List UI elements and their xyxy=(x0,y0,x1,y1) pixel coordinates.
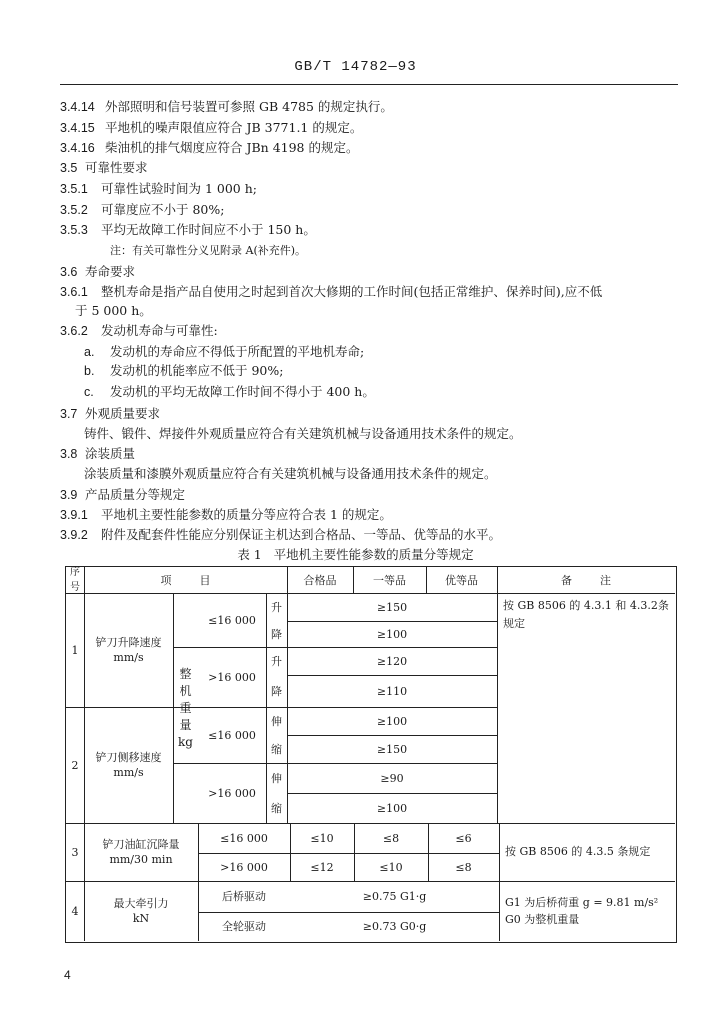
group4-value-1: ≥0.75 G1·g xyxy=(362,890,427,903)
clause-text: 可靠性要求 xyxy=(85,160,148,175)
clause-text: 可靠度应不小于 80%; xyxy=(101,202,225,217)
clause-text: 平均无故障工作时间应不小于 150 h。 xyxy=(101,222,316,237)
clause-number: 3.4.14 xyxy=(60,100,95,114)
clause-number: c. xyxy=(84,385,94,399)
clause-text: 涂装质量和漆膜外观质量应符合有关建筑机械与设备通用技术条件的规定。 xyxy=(84,466,497,481)
group1-unit: mm/s xyxy=(113,651,144,664)
clause-text: 注：有关可靠性分义见附录 A(补充件)。 xyxy=(110,244,307,257)
group3-note: 按 GB 8506 的 4.3.5 条规定 xyxy=(505,845,651,858)
group1-name-cell xyxy=(84,593,173,707)
weight-char: 重 xyxy=(179,700,192,715)
page-number: 4 xyxy=(64,968,71,982)
group4-note-cell xyxy=(505,883,671,939)
clause-number: 3.9.1 xyxy=(60,508,88,522)
clause-number: 3.4.16 xyxy=(60,141,95,155)
group4-note-2: G0 为整机重量 xyxy=(505,913,580,926)
clause-text: 柴油机的排气烟度应符合 JBn 4198 的规定。 xyxy=(105,140,359,155)
clause-number: a. xyxy=(84,345,95,359)
clause-text: 涂装质量 xyxy=(85,446,136,461)
group4-name: 最大牵引力 xyxy=(113,897,169,910)
group2-in-2: 缩 xyxy=(271,801,282,815)
group1-weight-2: >16 000 xyxy=(208,670,256,684)
group2-weight-2: >16 000 xyxy=(208,786,256,800)
group2-weight-1: ≤16 000 xyxy=(208,728,256,742)
clause-number: 3.5.3 xyxy=(60,223,88,237)
vehicle-weight-label xyxy=(173,593,198,823)
group3-youdeng-2: ≤8 xyxy=(455,860,472,874)
clause-text: 可靠性试验时间为 1 000 h; xyxy=(101,181,257,196)
weight-unit: kg xyxy=(178,734,193,749)
clause-number: 3.9.2 xyxy=(60,528,88,542)
clause-text: 外部照明和信号装置可参照 GB 4785 的规定执行。 xyxy=(105,99,393,114)
group3-hege-1: ≤10 xyxy=(310,831,334,845)
group1-seq: 1 xyxy=(71,643,79,657)
header-item: 项 目 xyxy=(160,573,211,587)
group1-value-1: ≥150 xyxy=(376,600,408,614)
group1-weight-1: ≤16 000 xyxy=(208,613,256,627)
table-rule xyxy=(499,823,500,941)
group2-value-3: ≥90 xyxy=(380,771,404,785)
group3-youdeng-1: ≤6 xyxy=(455,831,472,845)
group2-name-cell xyxy=(84,707,173,823)
group2-value-1: ≥100 xyxy=(376,714,408,728)
group3-weight-1: ≤16 000 xyxy=(220,831,268,845)
clause-text: 平地机主要性能参数的质量分等应符合表 1 的规定。 xyxy=(101,507,392,522)
clause-text: 外观质量要求 xyxy=(85,406,161,421)
group2-value-2: ≥150 xyxy=(376,742,408,756)
clause-number: 3.5.1 xyxy=(60,182,88,196)
group2-in-1: 缩 xyxy=(271,742,282,756)
clause-number: 3.6.2 xyxy=(60,324,88,338)
group4-seq: 4 xyxy=(71,904,79,918)
group3-seq: 3 xyxy=(71,845,79,859)
group3-unit: mm/30 min xyxy=(109,853,173,866)
group2-value-4: ≥100 xyxy=(376,801,408,815)
group4-name-cell xyxy=(84,881,198,941)
group1-note: 按 GB 8506 的 4.3.1 和 4.3.2条规定 xyxy=(503,599,669,630)
group4-drive-2: 全轮驱动 xyxy=(222,920,266,933)
group3-hege-2: ≤12 xyxy=(310,860,334,874)
weight-char: 机 xyxy=(179,683,192,698)
header-rule xyxy=(60,84,678,85)
clause-text: 平地机的噪声限值应符合 JB 3771.1 的规定。 xyxy=(105,120,363,135)
clause-number: 3.5.2 xyxy=(60,203,88,217)
group3-yideng-1: ≤8 xyxy=(382,831,400,845)
group3-name-cell xyxy=(84,823,198,881)
clause-text: 整机寿命是指产品自使用之时起到首次大修期的工作时间(包括正常维护、保养时间),应不低 xyxy=(101,284,603,299)
clause-number: 3.9 xyxy=(60,488,78,502)
table-rule xyxy=(497,567,498,823)
clause-number: 3.5 xyxy=(60,161,78,175)
clause-text: 发动机的机能率应不低于 90%; xyxy=(110,363,284,378)
group1-up-1: 升 xyxy=(271,600,282,614)
clause-text: 寿命要求 xyxy=(85,264,136,279)
clause-text: 发动机寿命与可靠性: xyxy=(101,323,218,338)
group3-name: 铲刀油缸沉降量 xyxy=(102,838,180,851)
header-seq: 序号 xyxy=(70,567,80,593)
header-youdeng: 优等品 xyxy=(445,573,478,587)
group1-down-2: 降 xyxy=(271,684,282,698)
clause-number: 3.6.1 xyxy=(60,285,88,299)
group4-note-1: G1 为后桥荷重 g = 9.81 m/s² xyxy=(505,896,659,909)
group2-name: 铲刀侧移速度 xyxy=(95,751,162,764)
clause-text: 于 5 000 h。 xyxy=(75,303,152,318)
group1-up-2: 升 xyxy=(271,654,282,668)
group2-out-1: 伸 xyxy=(271,714,282,728)
clause-number: 3.6 xyxy=(60,265,78,279)
clause-number: 3.7 xyxy=(60,407,78,421)
clause-text: 产品质量分等规定 xyxy=(85,487,186,502)
group3-weight-2: >16 000 xyxy=(220,860,268,874)
clause-text: 发动机的平均无故障工作时间不得小于 400 h。 xyxy=(110,384,375,399)
clause-text: 附件及配套件性能应分别保证主机达到合格品、一等品、优等品的水平。 xyxy=(101,527,502,542)
header-hege: 合格品 xyxy=(303,573,337,587)
clause-text: 铸件、锻件、焊接件外观质量应符合有关建筑机械与设备通用技术条件的规定。 xyxy=(84,426,522,441)
clause-text: 发动机的寿命应不得低于所配置的平地机寿命; xyxy=(110,344,365,359)
group4-unit: kN xyxy=(132,912,150,925)
clause-number: 3.8 xyxy=(60,447,78,461)
group4-drive-1: 后桥驱动 xyxy=(222,890,266,903)
header-note: 备 注 xyxy=(561,573,611,587)
page-header: GB/T 14782—93 xyxy=(294,59,417,75)
group4-value-2: ≥0.73 G0·g xyxy=(362,920,427,933)
clause-number: 3.4.15 xyxy=(60,121,95,135)
header-yideng: 一等品 xyxy=(373,573,406,587)
group1-down-1: 降 xyxy=(271,627,282,641)
group1-value-3: ≥120 xyxy=(376,654,408,668)
group1-name: 铲刀升降速度 xyxy=(95,636,162,649)
quality-grade-table xyxy=(65,566,677,943)
group2-unit: mm/s xyxy=(113,766,144,779)
group1-value-2: ≥100 xyxy=(376,627,408,641)
clause-number: b. xyxy=(84,364,95,378)
group1-value-4: ≥110 xyxy=(376,684,408,698)
group2-out-2: 伸 xyxy=(271,771,282,785)
weight-char: 整 xyxy=(179,666,192,681)
table-caption: 表 1 平地机主要性能参数的质量分等规定 xyxy=(237,547,474,562)
group3-yideng-2: ≤10 xyxy=(379,860,403,874)
group2-seq: 2 xyxy=(71,758,79,772)
weight-char: 量 xyxy=(179,717,192,732)
